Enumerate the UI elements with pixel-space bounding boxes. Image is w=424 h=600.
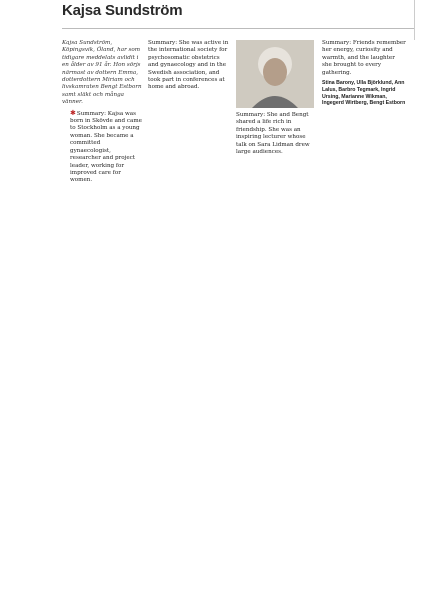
column-3	[236, 112, 316, 372]
star-icon: ✱	[70, 108, 76, 117]
column-1	[62, 40, 142, 370]
signature: Stina Barony, Ulla Björklund, Ann Lalus, Barbro Tegmark, Ingrid Ursing, Marianne Wikman, Ingegerd Wirtberg, Bengt Estborn	[322, 80, 406, 107]
column-4	[322, 40, 406, 370]
portrait-photo	[236, 40, 314, 108]
page-edge-line	[414, 0, 415, 40]
column-3-summary: Summary: She and Bengt shared a life rich in friendship. She was an inspiring lecturer whose talk on Sara Lidman drew large audiences.	[236, 112, 310, 156]
column-4-summary: Summary: Friends remember her energy, curiosity and warmth, and the laughter she brought to every gathering.	[322, 40, 406, 76]
headline-rule	[62, 28, 414, 29]
column-2	[148, 40, 230, 370]
byline: Kajsa Sundström, Köpingsvik, Öland, har som tidigare meddelats avlidit i en ålder av 91 år. Hon sörjs närmast av dottern Emma, dotterdottern Miriam och livskamraten Bengt Estborn samt släkt och många vänner.	[62, 40, 142, 106]
column-1-summary: ✱Summary: Kajsa was born in Skövde and came to Stockholm as a young woman. She became a committed gynaecologist, researcher and project leader, working for improved care for women.	[70, 108, 142, 184]
column-2-summary: Summary: She was active in the international society for psychosomatic obstetrics and gynaecology and in the Swedish association, and took part in conferences at home and abroad.	[148, 40, 229, 91]
obituary-headline: Kajsa Sundström	[62, 2, 183, 19]
